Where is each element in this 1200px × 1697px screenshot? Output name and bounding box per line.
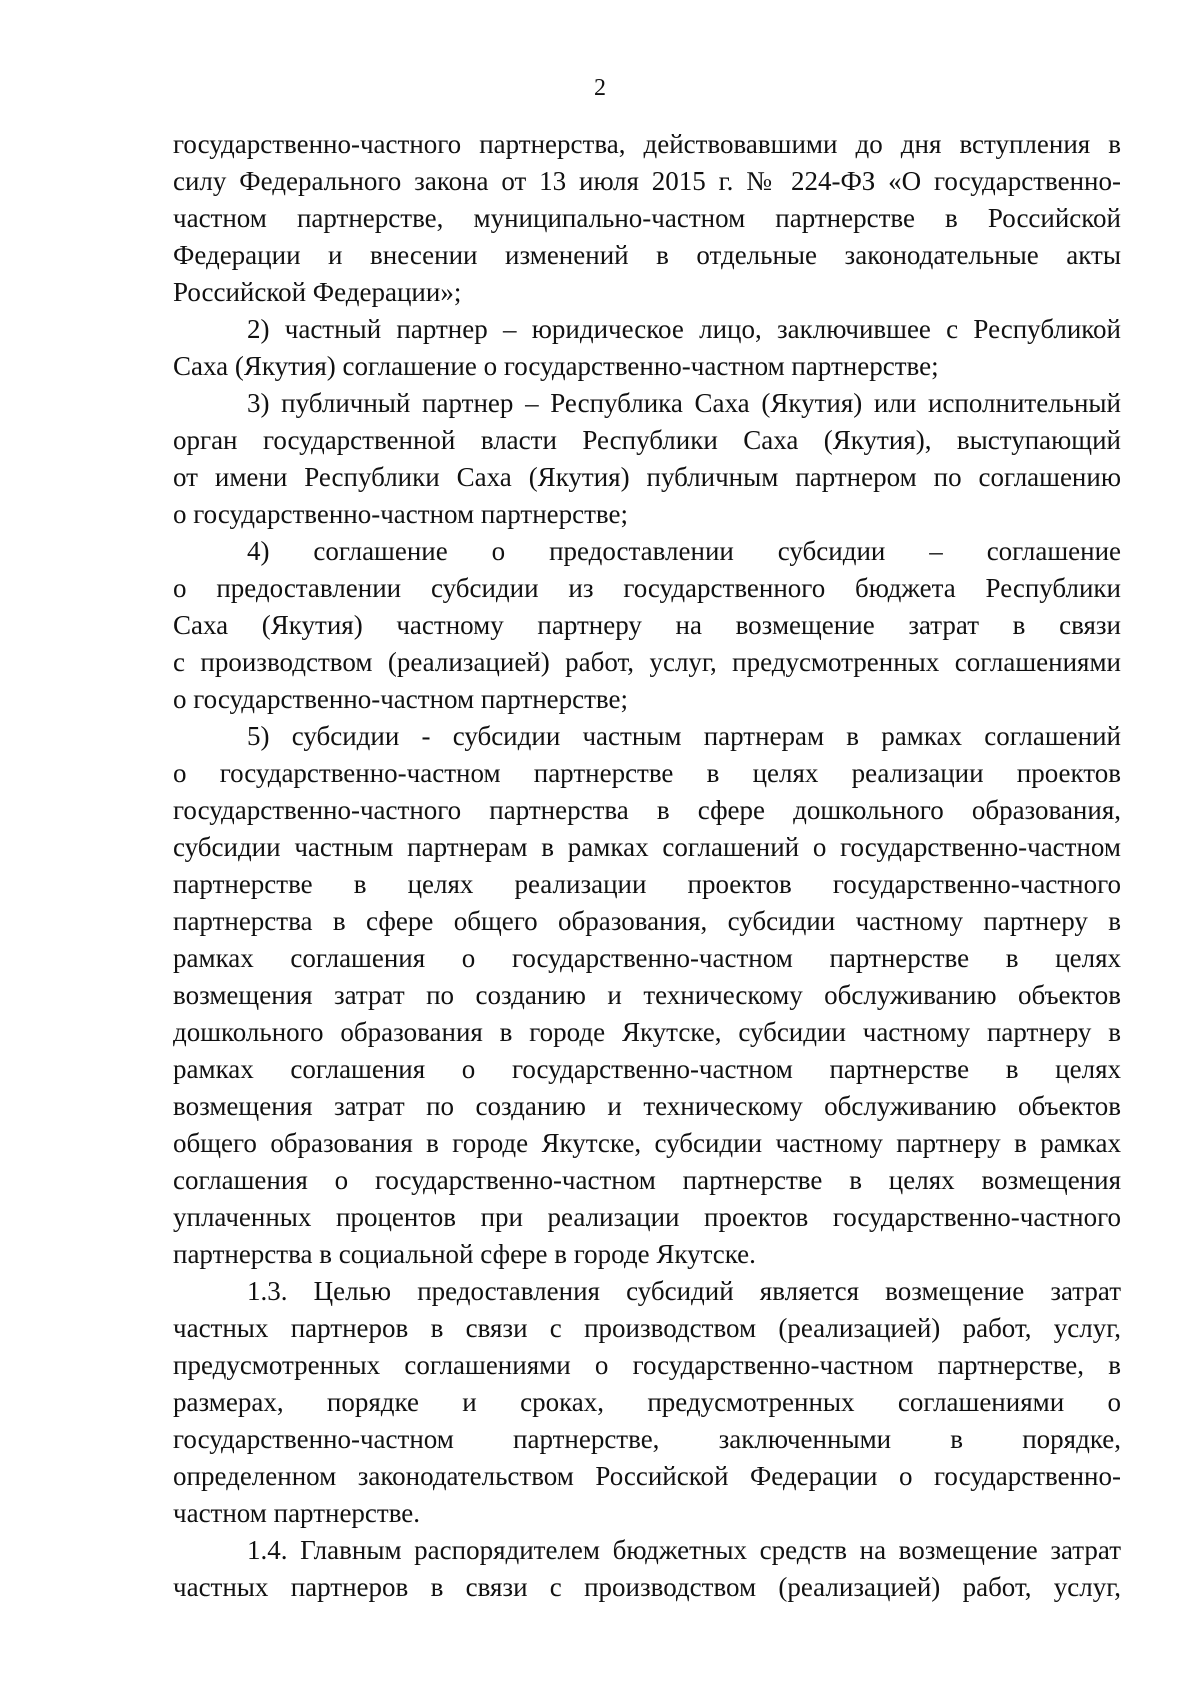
text-line: соглашения о государственно-частном партнерстве в целях возмещения [173,1165,1121,1195]
text-line: государственно-частного партнерства в сфере дошкольного образования, [173,795,1121,825]
page-number: 2 [594,75,606,101]
text-line: дошкольного образования в городе Якутске, субсидии частному партнеру в [173,1017,1121,1047]
text-line: государственно-частном партнерстве, заключенными в порядке, [173,1424,1121,1454]
text-line: партнерстве в целях реализации проектов государственно-частного [173,869,1121,899]
text-line: о государственно-частном партнерстве; [173,684,629,714]
text-line: партнерства в социальной сфере в городе Якутске. [173,1239,756,1269]
text-line: субсидии частным партнерам в рамках соглашений о государственно-частном [173,832,1121,862]
text-line: 3) публичный партнер – Республика Саха (Якутия) или исполнительный [247,388,1121,418]
text-line: возмещения затрат по созданию и техническому обслуживанию объектов [173,1091,1121,1121]
text-line: о государственно-частном партнерстве в целях реализации проектов [173,758,1121,788]
text-line: с производством (реализацией) работ, услуг, предусмотренных соглашениями [173,647,1121,677]
text-line: партнерства в сфере общего образования, субсидии частному партнеру в [173,906,1121,936]
text-line: 4) соглашение о предоставлении субсидии – соглашение [247,536,1121,566]
text-line: 2) частный партнер – юридическое лицо, заключившее с Республикой [247,314,1121,344]
text-line: частном партнерстве. [173,1498,421,1528]
text-line: общего образования в городе Якутске, субсидии частному партнеру в рамках [173,1128,1121,1158]
text-line: Федерации и внесении изменений в отдельные законодательные акты [173,240,1121,270]
text-line: частных партнеров в связи с производством (реализацией) работ, услуг, [173,1313,1121,1343]
text-line: 1.4. Главным распорядителем бюджетных средств на возмещение затрат [247,1535,1121,1565]
text-line: возмещения затрат по созданию и техническому обслуживанию объектов [173,980,1121,1010]
text-line: государственно-частного партнерства, действовавшими до дня вступления в [173,129,1121,159]
text-line: 1.3. Целью предоставления субсидий является возмещение затрат [247,1276,1121,1306]
text-line: Российской Федерации»; [173,277,462,307]
text-line: частных партнеров в связи с производством (реализацией) работ, услуг, [173,1572,1121,1602]
text-line: орган государственной власти Республики Саха (Якутия), выступающий [173,425,1121,455]
text-line: предусмотренных соглашениями о государственно-частном партнерстве, в [173,1350,1121,1380]
text-line: о предоставлении субсидии из государственного бюджета Республики [173,573,1121,603]
text-line: 5) субсидии - субсидии частным партнерам в рамках соглашений [247,721,1121,751]
text-line: уплаченных процентов при реализации проектов государственно-частного [173,1202,1121,1232]
text-line: рамках соглашения о государственно-частном партнерстве в целях [173,1054,1121,1084]
text-line: о государственно-частном партнерстве; [173,499,629,529]
text-line: размерах, порядке и сроках, предусмотренных соглашениями о [173,1387,1121,1417]
text-line: силу Федерального закона от 13 июля 2015 г. № 224-ФЗ «О государственно- [173,166,1121,196]
text-line: Саха (Якутия) частному партнеру на возмещение затрат в связи [173,610,1121,640]
text-line: рамках соглашения о государственно-частном партнерстве в целях [173,943,1121,973]
text-line: определенном законодательством Российской Федерации о государственно- [173,1461,1121,1491]
text-line: от имени Республики Саха (Якутия) публичным партнером по соглашению [173,462,1121,492]
document-body [173,126,1121,1606]
text-line: Саха (Якутия) соглашение о государственно-частном партнерстве; [173,351,939,381]
text-line: частном партнерстве, муниципально-частном партнерстве в Российской [173,203,1121,233]
